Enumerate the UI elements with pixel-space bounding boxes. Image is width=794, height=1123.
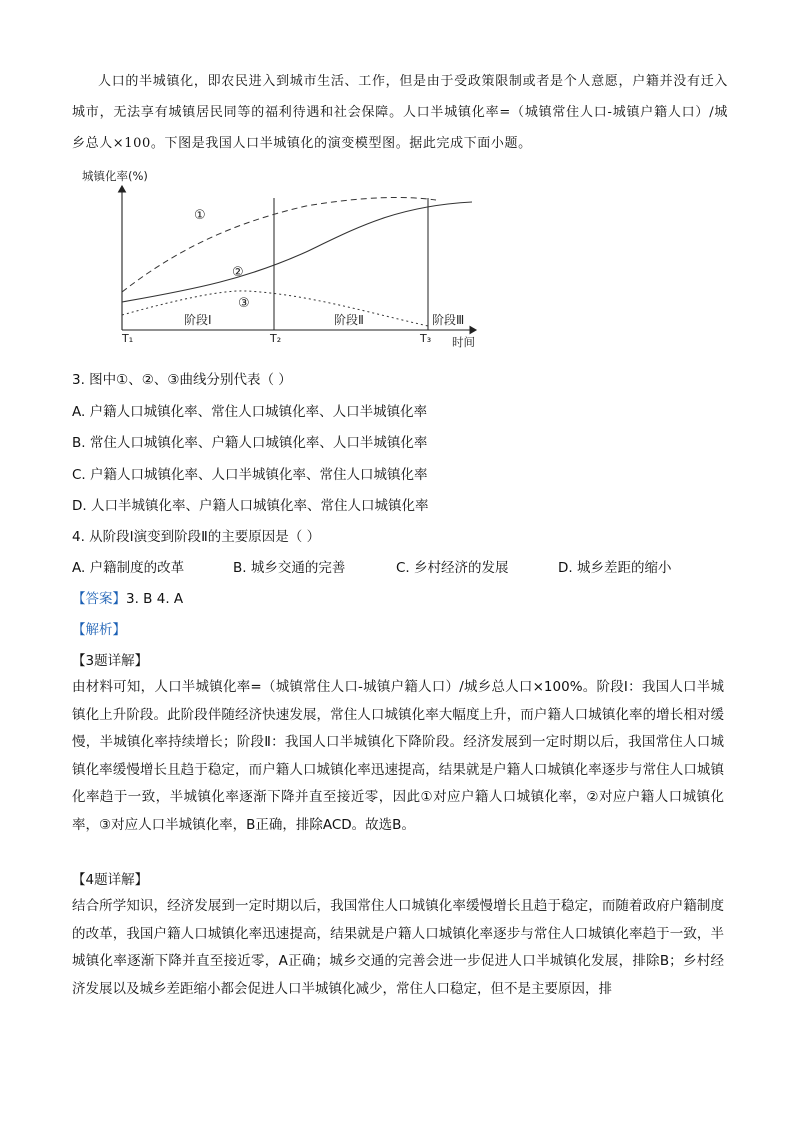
q3-detail-label: 【3题详解】 xyxy=(72,653,149,669)
curve-2-label: ② xyxy=(232,265,244,280)
q3-option-a: A. 户籍人口城镇化率、常住人口城镇化率、人口半城镇化率 xyxy=(72,404,428,420)
curve-3-label: ③ xyxy=(238,296,250,311)
semi-urbanization-figure xyxy=(76,162,486,352)
analysis-label: 【解析】 xyxy=(72,622,126,638)
y-axis-label: 城镇化率(%) xyxy=(82,169,148,183)
answer-text: 3. B 4. A xyxy=(126,591,184,607)
answer-label: 【答案】 xyxy=(72,591,126,607)
q4-option-b: B. 城乡交通的完善 xyxy=(233,560,346,576)
q3-option-b: B. 常住人口城镇化率、户籍人口城镇化率、人口半城镇化率 xyxy=(72,435,428,451)
curve-1 xyxy=(122,198,436,292)
stage-2-label: 阶段Ⅱ xyxy=(334,313,364,327)
q4-detail-text: 结合所学知识，经济发展到一定时期以后，我国常住人口城镇化率缓慢增长且趋于稳定，而随着政府户籍制度的改革，我国户籍人口城镇化率迅速提高，结果就是户籍人口城镇化率逐步与常住人口城镇化率趋于一致，半城镇化率逐渐下降并直至接近零，A正确；城乡交通的完善会进一步促进人口半城镇化发展，排除B；乡村经济发展以及城乡差距缩小都会促进人口半城镇化减少，常住人口稳定，但不是主要原因，排 xyxy=(72,898,724,997)
curve-2 xyxy=(122,202,472,302)
q3-option-c: C. 户籍人口城镇化率、人口半城镇化率、常住人口城镇化率 xyxy=(72,467,428,483)
curve-1-label: ① xyxy=(194,208,206,223)
stage-3-label: 阶段Ⅲ xyxy=(432,313,465,327)
tick-t1: T₁ xyxy=(122,332,134,345)
tick-t3: T₃ xyxy=(420,332,432,345)
x-axis-label: 时间 xyxy=(452,335,475,349)
intro-paragraph: 人口的半城镇化，即农民进入到城市生活、工作，但是由于受政策限制或者是个人意愿，户籍并没有迁入城市，无法享有城镇居民同等的福利待遇和社会保障。人口半城镇化率=（城镇常住人口-城镇户籍人口）/城乡总人×100。下图是我国人口半城镇化的演变模型图。据此完成下面小题。 xyxy=(72,74,728,151)
stage-1-label: 阶段Ⅰ xyxy=(184,313,212,327)
tick-t2: T₂ xyxy=(270,332,282,345)
q4-detail-label: 【4题详解】 xyxy=(72,872,149,888)
curve-3 xyxy=(122,291,428,326)
q4-option-d: D. 城乡差距的缩小 xyxy=(558,560,672,576)
q3-option-d: D. 人口半城镇化率、户籍人口城镇化率、常住人口城镇化率 xyxy=(72,498,429,514)
answer-line xyxy=(72,587,183,607)
q4-option-a: A. 户籍制度的改革 xyxy=(72,560,185,576)
q4-option-c: C. 乡村经济的发展 xyxy=(396,560,509,576)
q4-stem: 4. 从阶段Ⅰ演变到阶段Ⅱ的主要原因是（ ） xyxy=(72,529,321,545)
q3-stem: 3. 图中①、②、③曲线分别代表（ ） xyxy=(72,372,292,388)
q3-detail-text: 由材料可知，人口半城镇化率=（城镇常住人口-城镇户籍人口）/城乡总人口×100%。阶段Ⅰ：我国人口半城镇化上升阶段。此阶段伴随经济快速发展，常住人口城镇化率大幅度上升，而户籍人口城镇化率的增长相对缓慢，半城镇化率持续增长；阶段Ⅱ：我国人口半城镇化下降阶段。经济发展到一定时期以后，我国常住人口城镇化率缓慢增长且趋于稳定，而户籍人口城镇化率迅速提高，结果就是户籍人口城镇化率逐步与常住人口城镇化率趋于一致，半城镇化率逐渐下降并直至接近零，因此①对应户籍人口城镇化率，②对应户籍人口城镇化率，③对应人口半城镇化率，B正确，排除ACD。故选B。 xyxy=(72,679,724,833)
